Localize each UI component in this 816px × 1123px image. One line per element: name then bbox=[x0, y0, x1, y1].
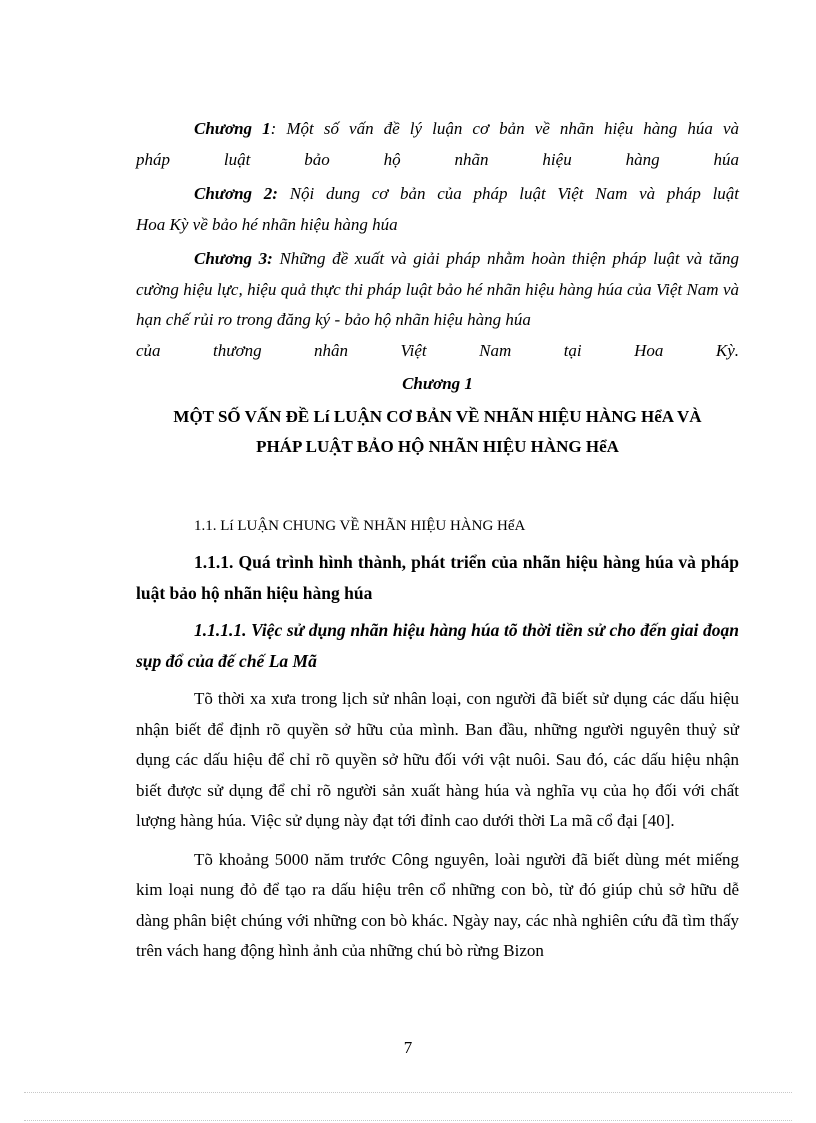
chapter-summary-label: Chương 3: bbox=[194, 249, 273, 268]
chapter-summary-1-line: Chương 1: Một số vấn đề lý luận cơ bản về nhãn hiệu hàng húa và bbox=[194, 119, 739, 138]
page-number: 7 bbox=[403, 1038, 413, 1057]
chapter-summary-text-cont: pháp luật bảo hộ nhãn hiệu hàng húa bbox=[136, 149, 739, 169]
body-paragraph-1: Tõ thời xa xưa trong lịch sử nhân loại, con người đã biết sử dụng các dấu hiệu nhận biết để định rõ quyền sở hữu của mình. Ban đầu, những người nguyên thuỷ sử dụng các dấu hiệu để chỉ rõ quyền sở hữu đối với vật nuôi. Sau đó, các dấu hiệu nhận biết được sử dụng để chỉ rõ người sản xuất hàng húa và nghĩa vụ của họ đối với chất lượng hàng húa. Việc sử dụng này đạt tới đỉnh cao dưới thời La mã cổ đại [40]. bbox=[136, 689, 739, 830]
chapter-title-line-2: PHÁP LUẬT BẢO HỘ NHÃN HIỆU HÀNG HểA bbox=[256, 437, 619, 456]
chapter-summary-2 bbox=[136, 179, 739, 240]
page-divider-bottom bbox=[24, 1120, 792, 1121]
chapter-summary-text-cont: Hoa Kỳ về bảo hé nhãn hiệu hàng húa bbox=[136, 214, 398, 234]
page-divider bbox=[24, 1092, 792, 1093]
chapter-summary-label: Chương 1 bbox=[194, 119, 271, 138]
body-paragraph-2: Tõ khoảng 5000 năm trước Công nguyên, loài người đã biết dùng mét miếng kim loại nung đỏ để tạo ra dấu hiệu trên cổ những con bò, từ đó giúp chủ sở hữu dễ dàng phân biệt chúng với những con bò khác. Ngày nay, các nhà nghiên cứu đã tìm thấy trên vách hang động hình ảnh của những chú bò rừng Bizon bbox=[136, 849, 739, 960]
chapter-summary-3 bbox=[136, 244, 739, 366]
section-heading-1-1-1-1: 1.1.1.1. Việc sử dụng nhãn hiệu hàng húa tõ thời tiền sử cho đến giai đoạn sụp đổ của đế chế La Mã bbox=[136, 620, 739, 671]
chapter-title-line-1: MỘT SỐ VẤN ĐỀ Lí LUẬN CƠ BẢN VỀ NHÃN HIỆU HÀNG HểA VÀ bbox=[173, 407, 702, 426]
section-heading-1-1-1: 1.1.1. Quá trình hình thành, phát triển của nhãn hiệu hàng húa và pháp luật bảo hộ nhãn hiệu hàng húa bbox=[136, 552, 739, 603]
chapter-title bbox=[136, 402, 739, 462]
chapter-summary-2-line bbox=[136, 179, 739, 210]
chapter-summary-label: Chương 2: bbox=[194, 184, 278, 203]
chapter-summary-text-cont: của thương nhân Việt Nam tại Hoa Kỳ. bbox=[136, 340, 739, 360]
section-heading-1-1: 1.1. Lí LUẬN CHUNG VỀ NHÃN HIỆU HÀNG HểA bbox=[194, 518, 526, 534]
chapter-summary-text: Một số vấn đề lý luận cơ bản về nhãn hiệu hàng húa và bbox=[286, 119, 739, 138]
page-content bbox=[136, 114, 739, 967]
chapter-summary-3-line bbox=[136, 244, 739, 336]
chapter-summary-1 bbox=[136, 114, 739, 175]
chapter-summary-text: Nội dung cơ bản của pháp luật Việt Nam và pháp luật bbox=[289, 184, 740, 203]
chapter-summary-text: Những đề xuất và giải pháp nhằm hoàn thiện pháp luật và tăng cường hiệu lực, hiệu quả thực thi pháp luật bảo hé nhãn hiệu hàng húa của Việt Nam và hạn chế rủi ro trong đăng ký - bảo hộ nhãn hiệu hàng húa bbox=[136, 249, 740, 329]
chapter-number: Chương 1 bbox=[402, 374, 473, 393]
